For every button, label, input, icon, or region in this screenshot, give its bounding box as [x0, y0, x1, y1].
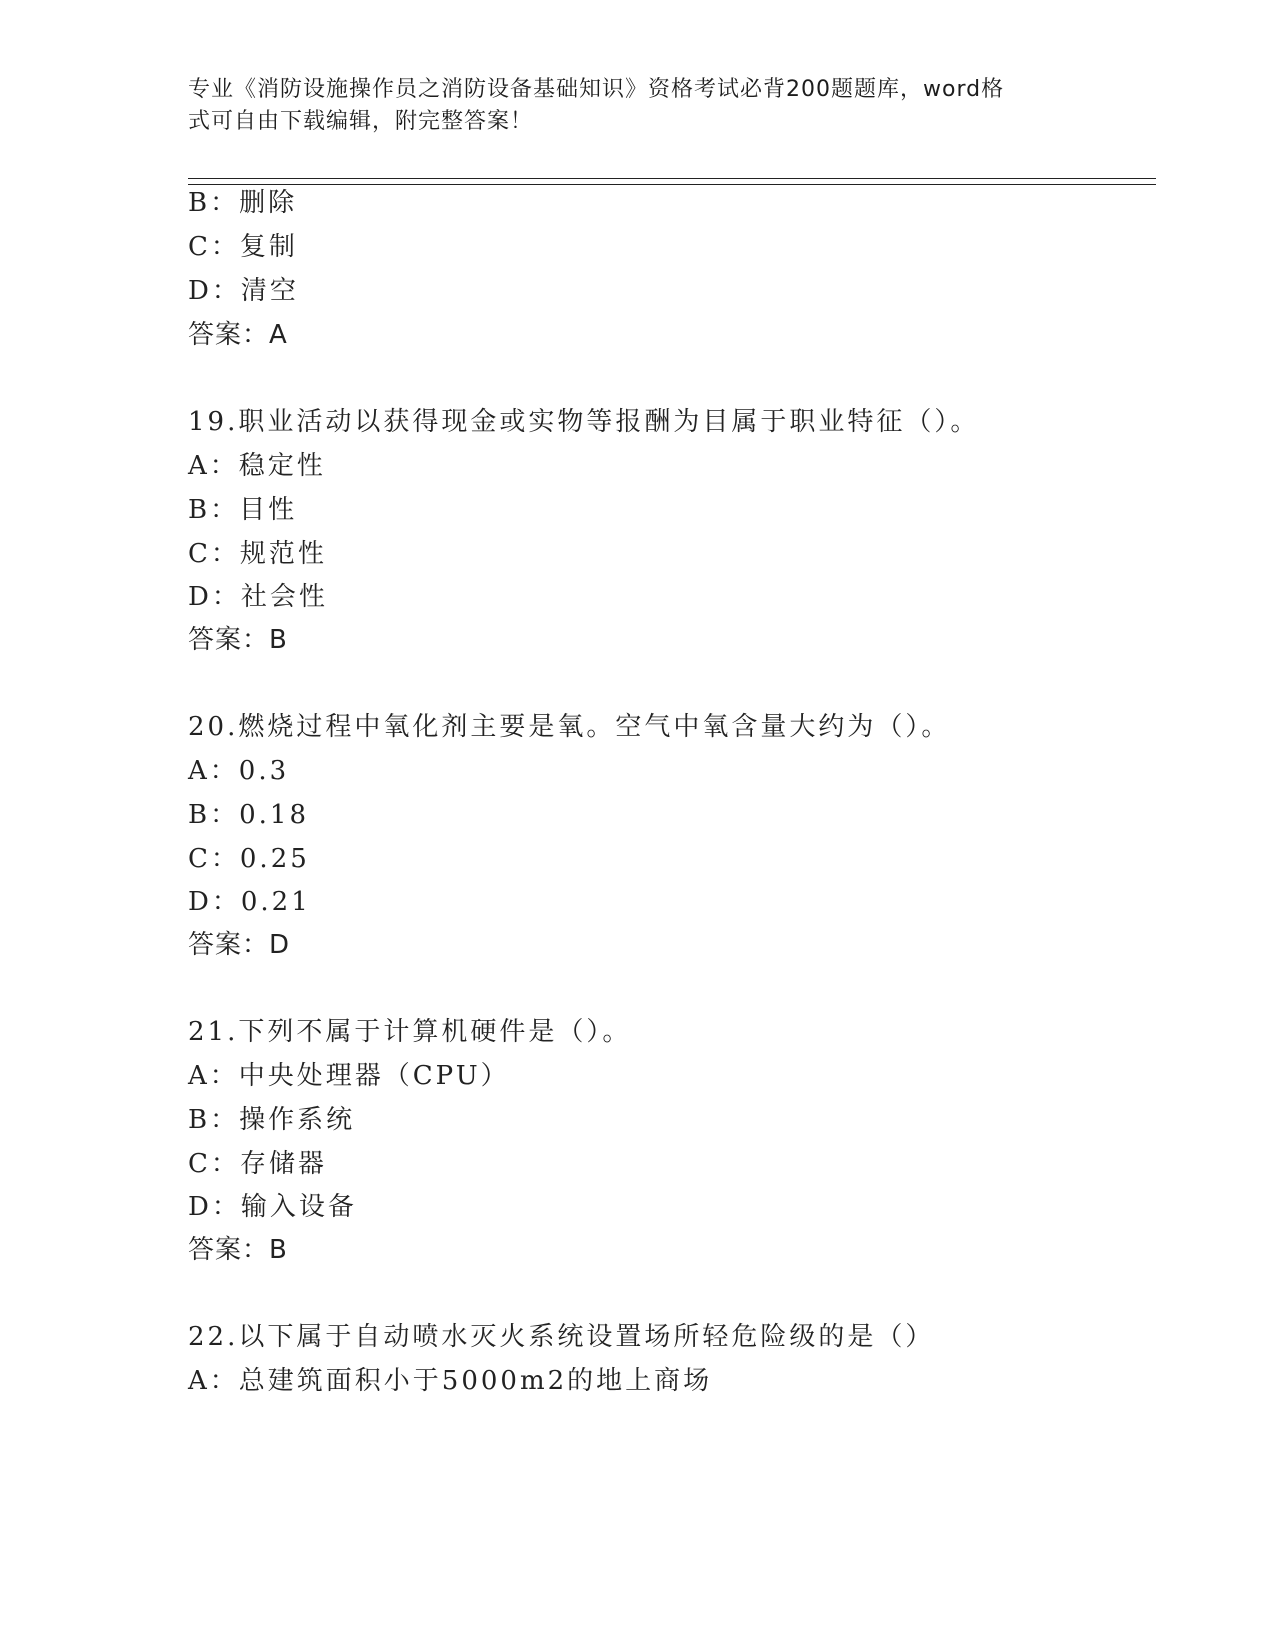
q20-question: 20.燃烧过程中氧化剂主要是氧。空气中氧含量大约为（）。 [188, 712, 951, 742]
q21-option-c: C：存储器 [188, 1149, 327, 1179]
q20-option-a: A：0.3 [188, 756, 290, 786]
q18-answer: 答案：A [188, 320, 288, 350]
q21-option-b: B：操作系统 [188, 1105, 356, 1135]
q20-answer: 答案：D [188, 930, 291, 960]
q21-answer: 答案：B [188, 1235, 288, 1265]
q20-option-d: D：0.21 [188, 887, 311, 917]
q20-option-c: C：0.25 [188, 844, 310, 874]
header-line-2: 式可自由下载编辑，附完整答案！ [188, 109, 534, 134]
header-divider-bottom [188, 184, 1156, 185]
q21-question: 21.下列不属于计算机硬件是（）。 [188, 1017, 632, 1047]
q21-option-d: D：输入设备 [188, 1192, 357, 1222]
document-header [188, 74, 1068, 138]
q18-option-b: B：删除 [188, 188, 298, 218]
q22-question: 22.以下属于自动喷水灭火系统设置场所轻危险级的是（） [188, 1322, 935, 1352]
q19-option-d: D：社会性 [188, 582, 328, 612]
q22-option-a: A：总建筑面积小于5000m2的地上商场 [188, 1366, 713, 1396]
q18-option-c: C：复制 [188, 232, 298, 262]
header-divider-top [188, 178, 1156, 179]
q18-option-d: D：清空 [188, 276, 299, 306]
q19-option-b: B：目性 [188, 495, 298, 525]
q20-option-b: B：0.18 [188, 800, 309, 830]
header-line-1: 专业《消防设施操作员之消防设备基础知识》资格考试必背200题题库，word格 [188, 77, 1005, 102]
q19-question: 19.职业活动以获得现金或实物等报酬为目属于职业特征（）。 [188, 407, 980, 437]
q19-option-c: C：规范性 [188, 539, 327, 569]
q19-answer: 答案：B [188, 625, 288, 655]
q21-option-a: A：中央处理器（CPU） [188, 1061, 510, 1091]
q19-option-a: A：稳定性 [188, 451, 326, 481]
